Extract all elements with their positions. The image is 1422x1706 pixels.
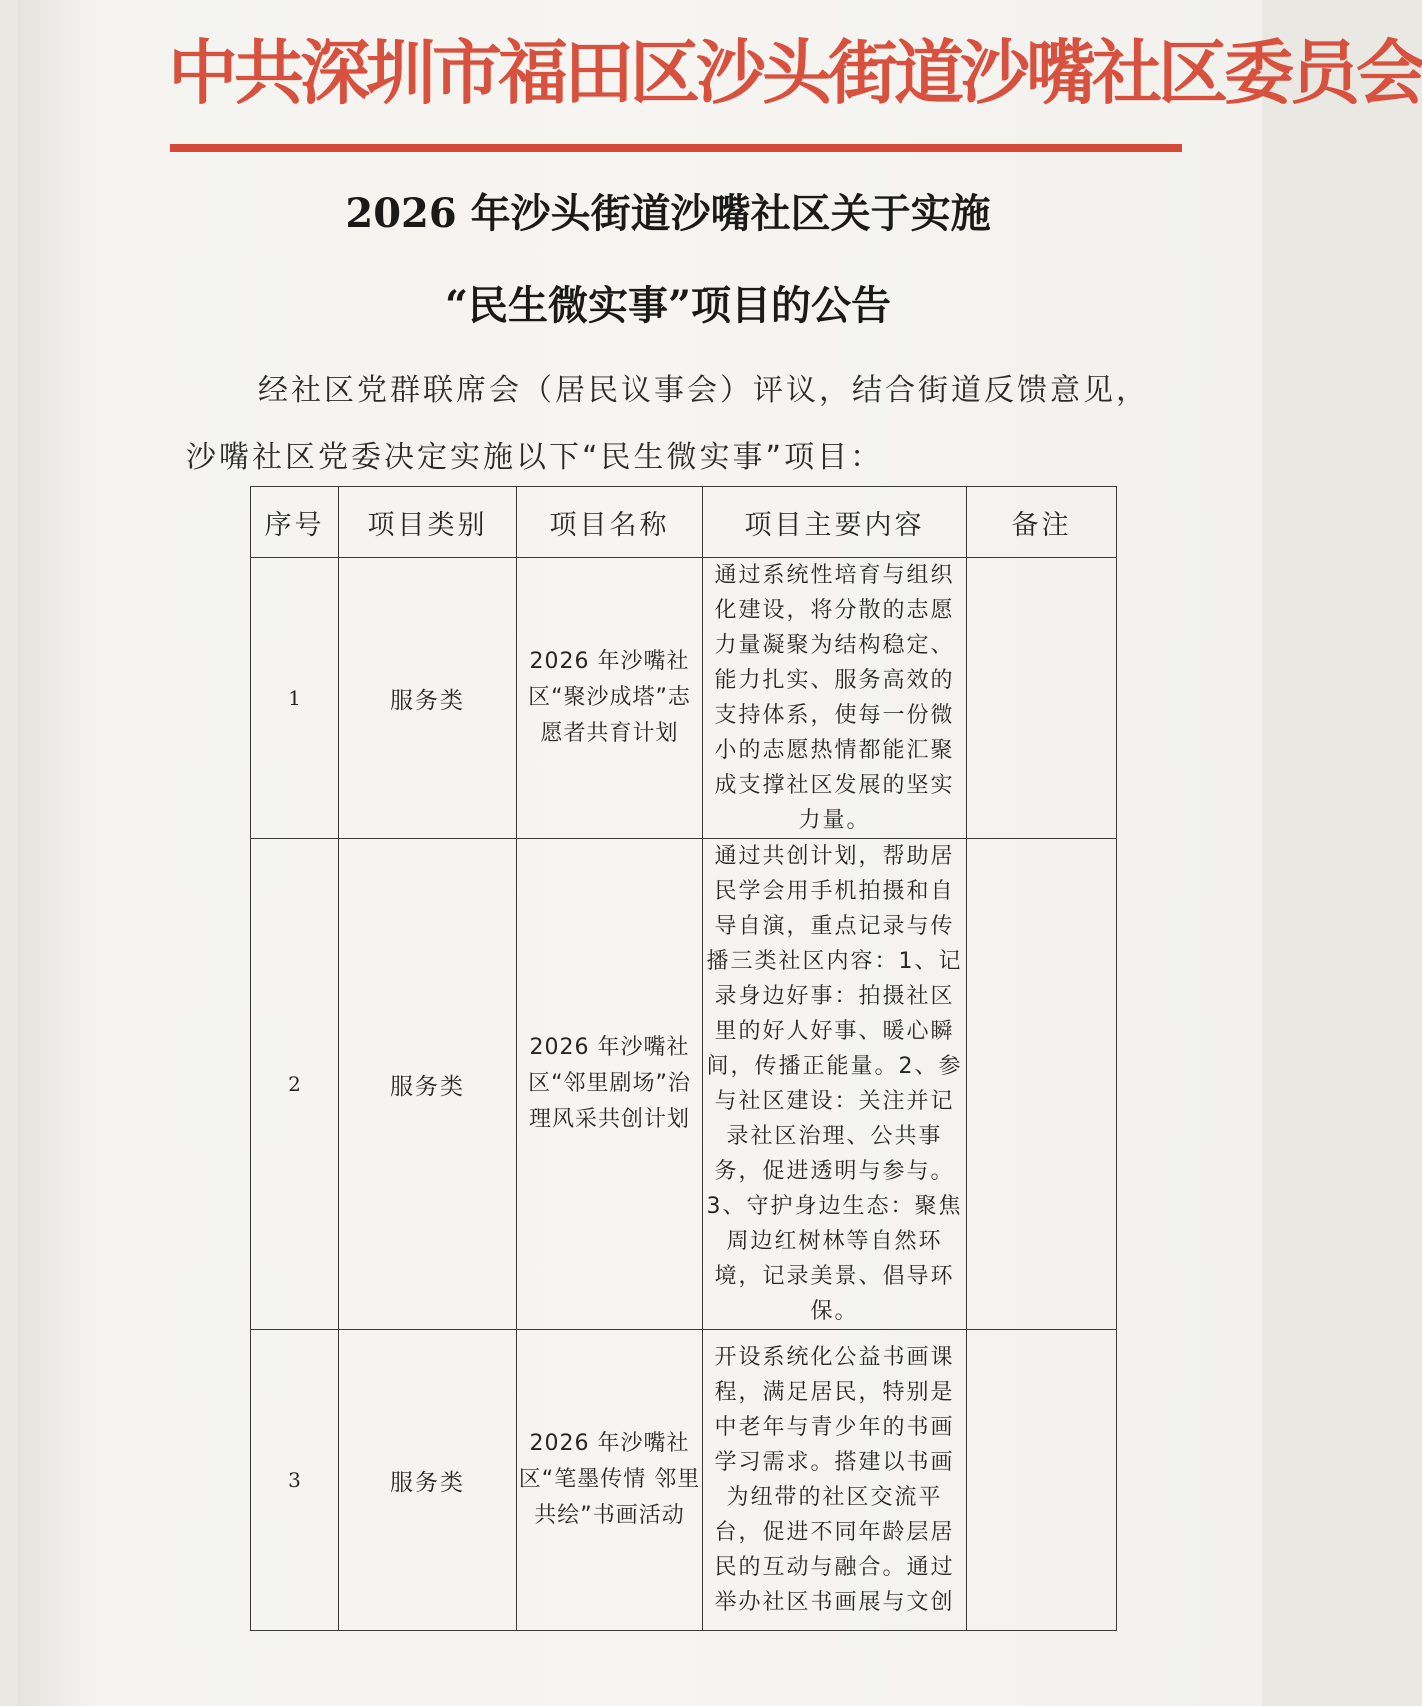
row-seq: 2 <box>251 839 339 1330</box>
table-row <box>251 1330 1117 1631</box>
table-row <box>251 839 1117 1330</box>
document-title-line2: “民生微实事”项目的公告 <box>444 282 891 329</box>
row-remark <box>967 839 1117 1330</box>
organization-header: 中共深圳市福田区沙头街道沙嘴社区委员会 <box>168 32 1422 114</box>
header-main-content: 项目主要内容 <box>703 487 967 558</box>
row-seq: 1 <box>251 558 339 839</box>
row-remark <box>967 558 1117 839</box>
header-divider <box>170 144 1182 152</box>
row-main-content: 开设系统化公益书画课程，满足居民，特别是中老年与青少年的书画学习需求。搭建以书画为纽带的社区交流平台，促进不同年龄层居民的互动与融合。通过举办社区书画展与文创 <box>703 1330 967 1631</box>
row-main-content: 通过系统性培育与组织化建设，将分散的志愿力量凝聚为结构稳定、能力扎实、服务高效的支持体系，使每一份微小的志愿热情都能汇聚成支撑社区发展的坚实力量。 <box>703 558 967 839</box>
intro-paragraph-line1: 经社区党群联席会（居民议事会）评议，结合街道反馈意见， <box>258 373 1149 408</box>
intro-paragraph-line2: 沙嘴社区党委决定实施以下“民生微实事”项目： <box>186 440 884 475</box>
row-category: 服务类 <box>339 839 517 1330</box>
document-page <box>18 0 1422 1706</box>
row-category: 服务类 <box>339 1330 517 1631</box>
header-remark: 备注 <box>967 487 1117 558</box>
row-project-name: 2026 年沙嘴社区“邻里剧场”治理风采共创计划 <box>517 839 703 1330</box>
header-category: 项目类别 <box>339 487 517 558</box>
header-project-name: 项目名称 <box>517 487 703 558</box>
row-category: 服务类 <box>339 558 517 839</box>
row-seq: 3 <box>251 1330 339 1631</box>
header-seq: 序号 <box>251 487 339 558</box>
project-table <box>250 486 1117 1631</box>
document-title-line1: 2026 年沙头街道沙嘴社区关于实施 <box>345 190 991 237</box>
row-remark <box>967 1330 1117 1631</box>
table-header-row <box>251 487 1117 558</box>
row-project-name: 2026 年沙嘴社区“聚沙成塔”志愿者共育计划 <box>517 558 703 839</box>
row-project-name: 2026 年沙嘴社区“笔墨传情 邻里共绘”书画活动 <box>517 1330 703 1631</box>
row-main-content: 通过共创计划，帮助居民学会用手机拍摄和自导自演，重点记录与传播三类社区内容：1、记录身边好事：拍摄社区里的好人好事、暖心瞬间，传播正能量。2、参与社区建设：关注并记录社区治理、公共事务，促进透明与参与。3、守护身边生态：聚焦周边红树林等自然环境，记录美景、倡导环保。 <box>703 839 967 1330</box>
table-row <box>251 558 1117 839</box>
